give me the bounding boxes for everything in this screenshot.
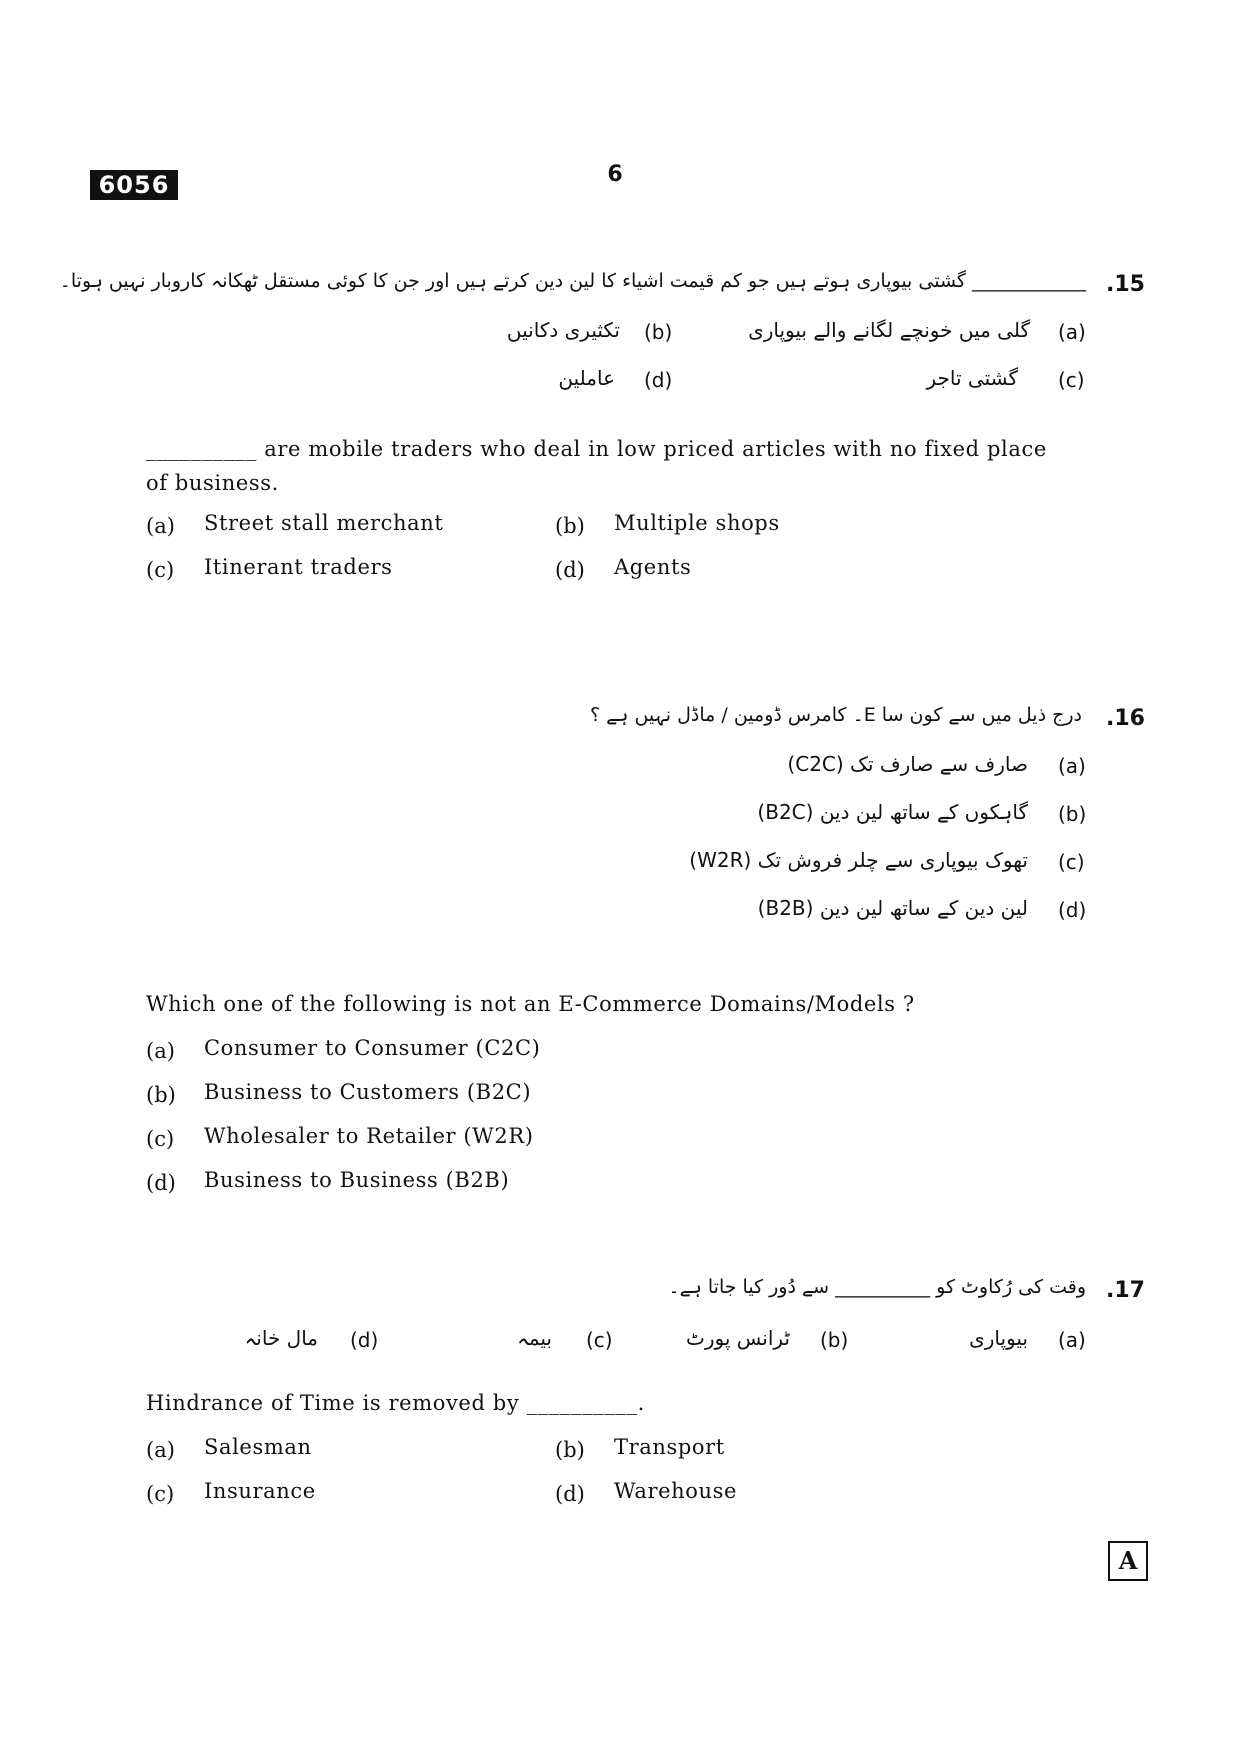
question-17-urdu-blank: __________ <box>835 1276 931 1298</box>
question-17-option-d: Warehouse <box>614 1479 738 1503</box>
question-16-urdu-option-c-letter: (c) <box>1058 850 1085 874</box>
question-15-urdu-stem <box>60 270 1086 292</box>
question-17-option-a: Salesman <box>204 1435 312 1459</box>
question-15-urdu-option-a-letter: (a) <box>1058 320 1086 344</box>
question-15-urdu-blank: ____________ <box>972 270 1086 292</box>
question-16-option-d-letter: (d) <box>146 1171 176 1195</box>
question-17-urdu-option-c-letter: (c) <box>586 1328 613 1352</box>
question-17-urdu-option-d-letter: (d) <box>350 1328 379 1352</box>
question-15-urdu-option-a: گلی میں خونچے لگانے والے بیوپاری <box>748 318 1030 342</box>
question-16-urdu-option-b: گاہکوں کے ساتھ لین دین (B2C) <box>757 800 1028 824</box>
question-15-urdu-option-c: گشتی تاجر <box>926 366 1018 390</box>
question-15-urdu-option-d: عاملین <box>558 366 615 390</box>
question-17-urdu-option-b: ٹرانس پورٹ <box>686 1326 790 1350</box>
question-15-urdu-option-b: تکثیری دکانیں <box>506 318 620 342</box>
question-16-urdu-option-b-letter: (b) <box>1058 802 1087 826</box>
question-17-urdu-option-b-letter: (b) <box>820 1328 849 1352</box>
question-17-english-blank: __________ <box>526 1391 638 1415</box>
question-16-option-b-letter: (b) <box>146 1083 176 1107</box>
question-15-urdu-option-b-letter: (b) <box>644 320 673 344</box>
question-16-option-b: Business to Customers (B2C) <box>204 1080 532 1104</box>
question-15-number: .15 <box>1106 272 1145 297</box>
question-16-option-c-letter: (c) <box>146 1127 175 1151</box>
page-number: 6 <box>607 162 623 187</box>
question-17-option-a-letter: (a) <box>146 1438 175 1462</box>
question-17-english-text-before: Hindrance of Time is removed by <box>146 1391 520 1415</box>
question-16-number: .16 <box>1106 706 1145 731</box>
question-15-urdu-option-c-letter: (c) <box>1058 368 1085 392</box>
question-16-option-a: Consumer to Consumer (C2C) <box>204 1036 541 1060</box>
question-15-option-d-letter: (d) <box>555 558 585 582</box>
question-17-number: .17 <box>1106 1278 1145 1303</box>
question-17-urdu-text-before: وقت کی رُکاوٹ کو <box>936 1276 1086 1298</box>
paper-code: 6056 <box>90 170 178 200</box>
question-15-option-a: Street stall merchant <box>204 511 444 535</box>
question-17-option-d-letter: (d) <box>555 1482 585 1506</box>
question-17-option-b: Transport <box>614 1435 725 1459</box>
question-15-english-blank: __________ <box>146 437 257 461</box>
question-16-urdu-option-a: صارف سے صارف تک (C2C) <box>787 752 1028 776</box>
question-15-option-b: Multiple shops <box>614 511 780 535</box>
question-15-option-d: Agents <box>614 555 692 579</box>
question-17-urdu-option-c: بیمہ <box>517 1326 552 1350</box>
question-15-option-c-letter: (c) <box>146 558 175 582</box>
version-box: A <box>1108 1541 1148 1581</box>
question-15-english-stem <box>146 432 1086 466</box>
question-16-urdu-option-d: لین دین کے ساتھ لین دین (B2B) <box>757 896 1028 920</box>
question-17-urdu-option-a: بیوپاری <box>969 1326 1028 1350</box>
question-15-option-b-letter: (b) <box>555 514 585 538</box>
question-17-option-c-letter: (c) <box>146 1482 175 1506</box>
question-16-option-c: Wholesaler to Retailer (W2R) <box>204 1124 534 1148</box>
question-15-english-stem-line2: of business. <box>146 471 279 495</box>
question-16-urdu-option-c: تھوک بیوپاری سے چلر فروش تک (W2R) <box>689 848 1028 872</box>
question-15-urdu-text: گشتی بیوپاری ہوتے ہیں جو کم قیمت اشیاء کا لین دین کرتے ہیں اور جن کا کوئی مستقل ٹھکانہ کاروبار نہیں ہوتا۔ <box>59 270 966 292</box>
question-17-option-b-letter: (b) <box>555 1438 585 1462</box>
question-17-urdu-text-after: سے دُور کیا جاتا ہے۔ <box>668 1276 830 1298</box>
question-17-urdu-option-a-letter: (a) <box>1058 1328 1086 1352</box>
question-16-option-d: Business to Business (B2B) <box>204 1168 510 1192</box>
question-16-option-a-letter: (a) <box>146 1039 175 1063</box>
question-16-english-stem: Which one of the following is not an E-Commerce Domains/Models ? <box>146 992 915 1016</box>
question-17-urdu-stem <box>668 1276 1086 1298</box>
question-17-english-text-after: . <box>637 1391 645 1415</box>
question-15-english-stem-line1: are mobile traders who deal in low priced articles with no fixed place <box>264 437 1047 461</box>
question-16-urdu-stem: درج ذیل میں سے کون سا E۔ کامرس ڈومین / ماڈل نہیں ہے ؟ <box>590 704 1082 726</box>
question-16-urdu-option-a-letter: (a) <box>1058 754 1086 778</box>
question-15-option-c: Itinerant traders <box>204 555 393 579</box>
question-17-urdu-option-d: مال خانہ <box>244 1326 318 1350</box>
question-17-english-stem <box>146 1386 645 1420</box>
question-16-urdu-option-d-letter: (d) <box>1058 898 1087 922</box>
question-15-urdu-option-d-letter: (d) <box>644 368 673 392</box>
question-15-option-a-letter: (a) <box>146 514 175 538</box>
question-17-option-c: Insurance <box>204 1479 316 1503</box>
